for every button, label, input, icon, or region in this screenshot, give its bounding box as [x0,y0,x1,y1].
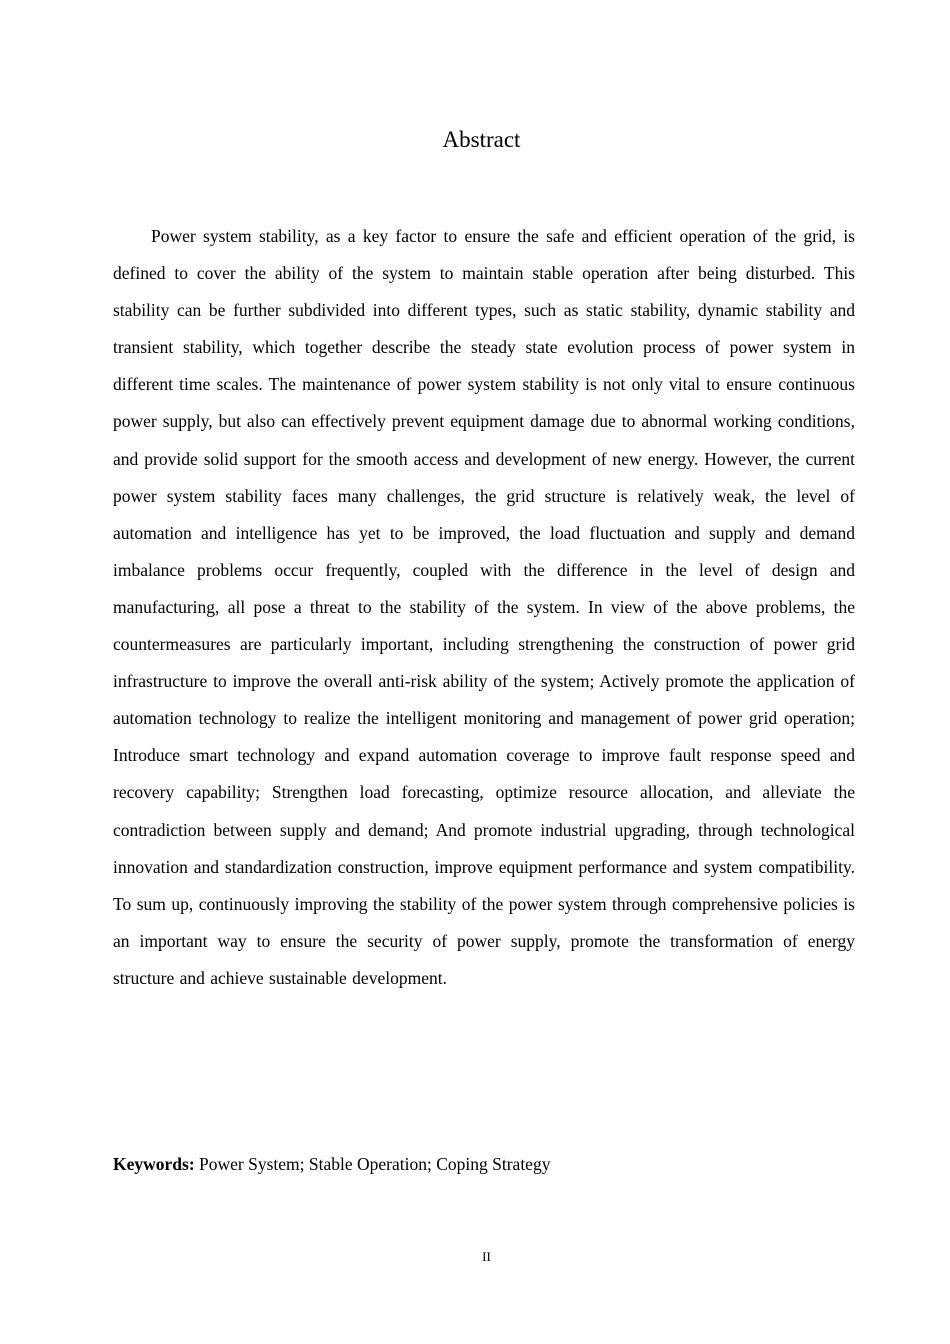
keywords-label: Keywords: [113,1154,195,1174]
abstract-paragraph: Power system stability, as a key factor to ensure the safe and efficient operation of the grid, is defined to cover the ability of the system to maintain stable operation after being disturbed. This stability can be further subdivided into different types, such as static stability, dynamic stability and transient stability, which together describe the steady state evolution process of power system in different time scales. The maintenance of power system stability is not only vital to ensure continuous power supply, but also can effectively prevent equipment damage due to abnormal working conditions, and provide solid support for the smooth access and development of new energy. However, the current power system stability faces many challenges, the grid structure is relatively weak, the level of automation and intelligence has yet to be improved, the load fluctuation and supply and demand imbalance problems occur frequently, coupled with the difference in the level of design and manufacturing, all pose a threat to the stability of the system. In view of the above problems, the countermeasures are particularly important, including strengthening the construction of power grid infrastructure to improve the overall anti-risk ability of the system; Actively promote the application of automation technology to realize the intelligent monitoring and management of power grid operation; Introduce smart technology and expand automation coverage to improve fault response speed and recovery capability; Strengthen load forecasting, optimize resource allocation, and alleviate the contradiction between supply and demand; And promote industrial upgrading, through technological innovation and standardization construction, improve equipment performance and system compatibility. To sum up, continuously improving the stability of the power system through comprehensive policies is an important way to ensure the security of power supply, promote the transformation of energy structure and achieve sustainable development. [113,226,855,988]
keywords-text: Power System; Stable Operation; Coping Strategy [194,1154,551,1174]
keywords-line [113,1149,855,1179]
page-number: II [482,1249,491,1264]
page-title: Abstract [442,127,521,152]
